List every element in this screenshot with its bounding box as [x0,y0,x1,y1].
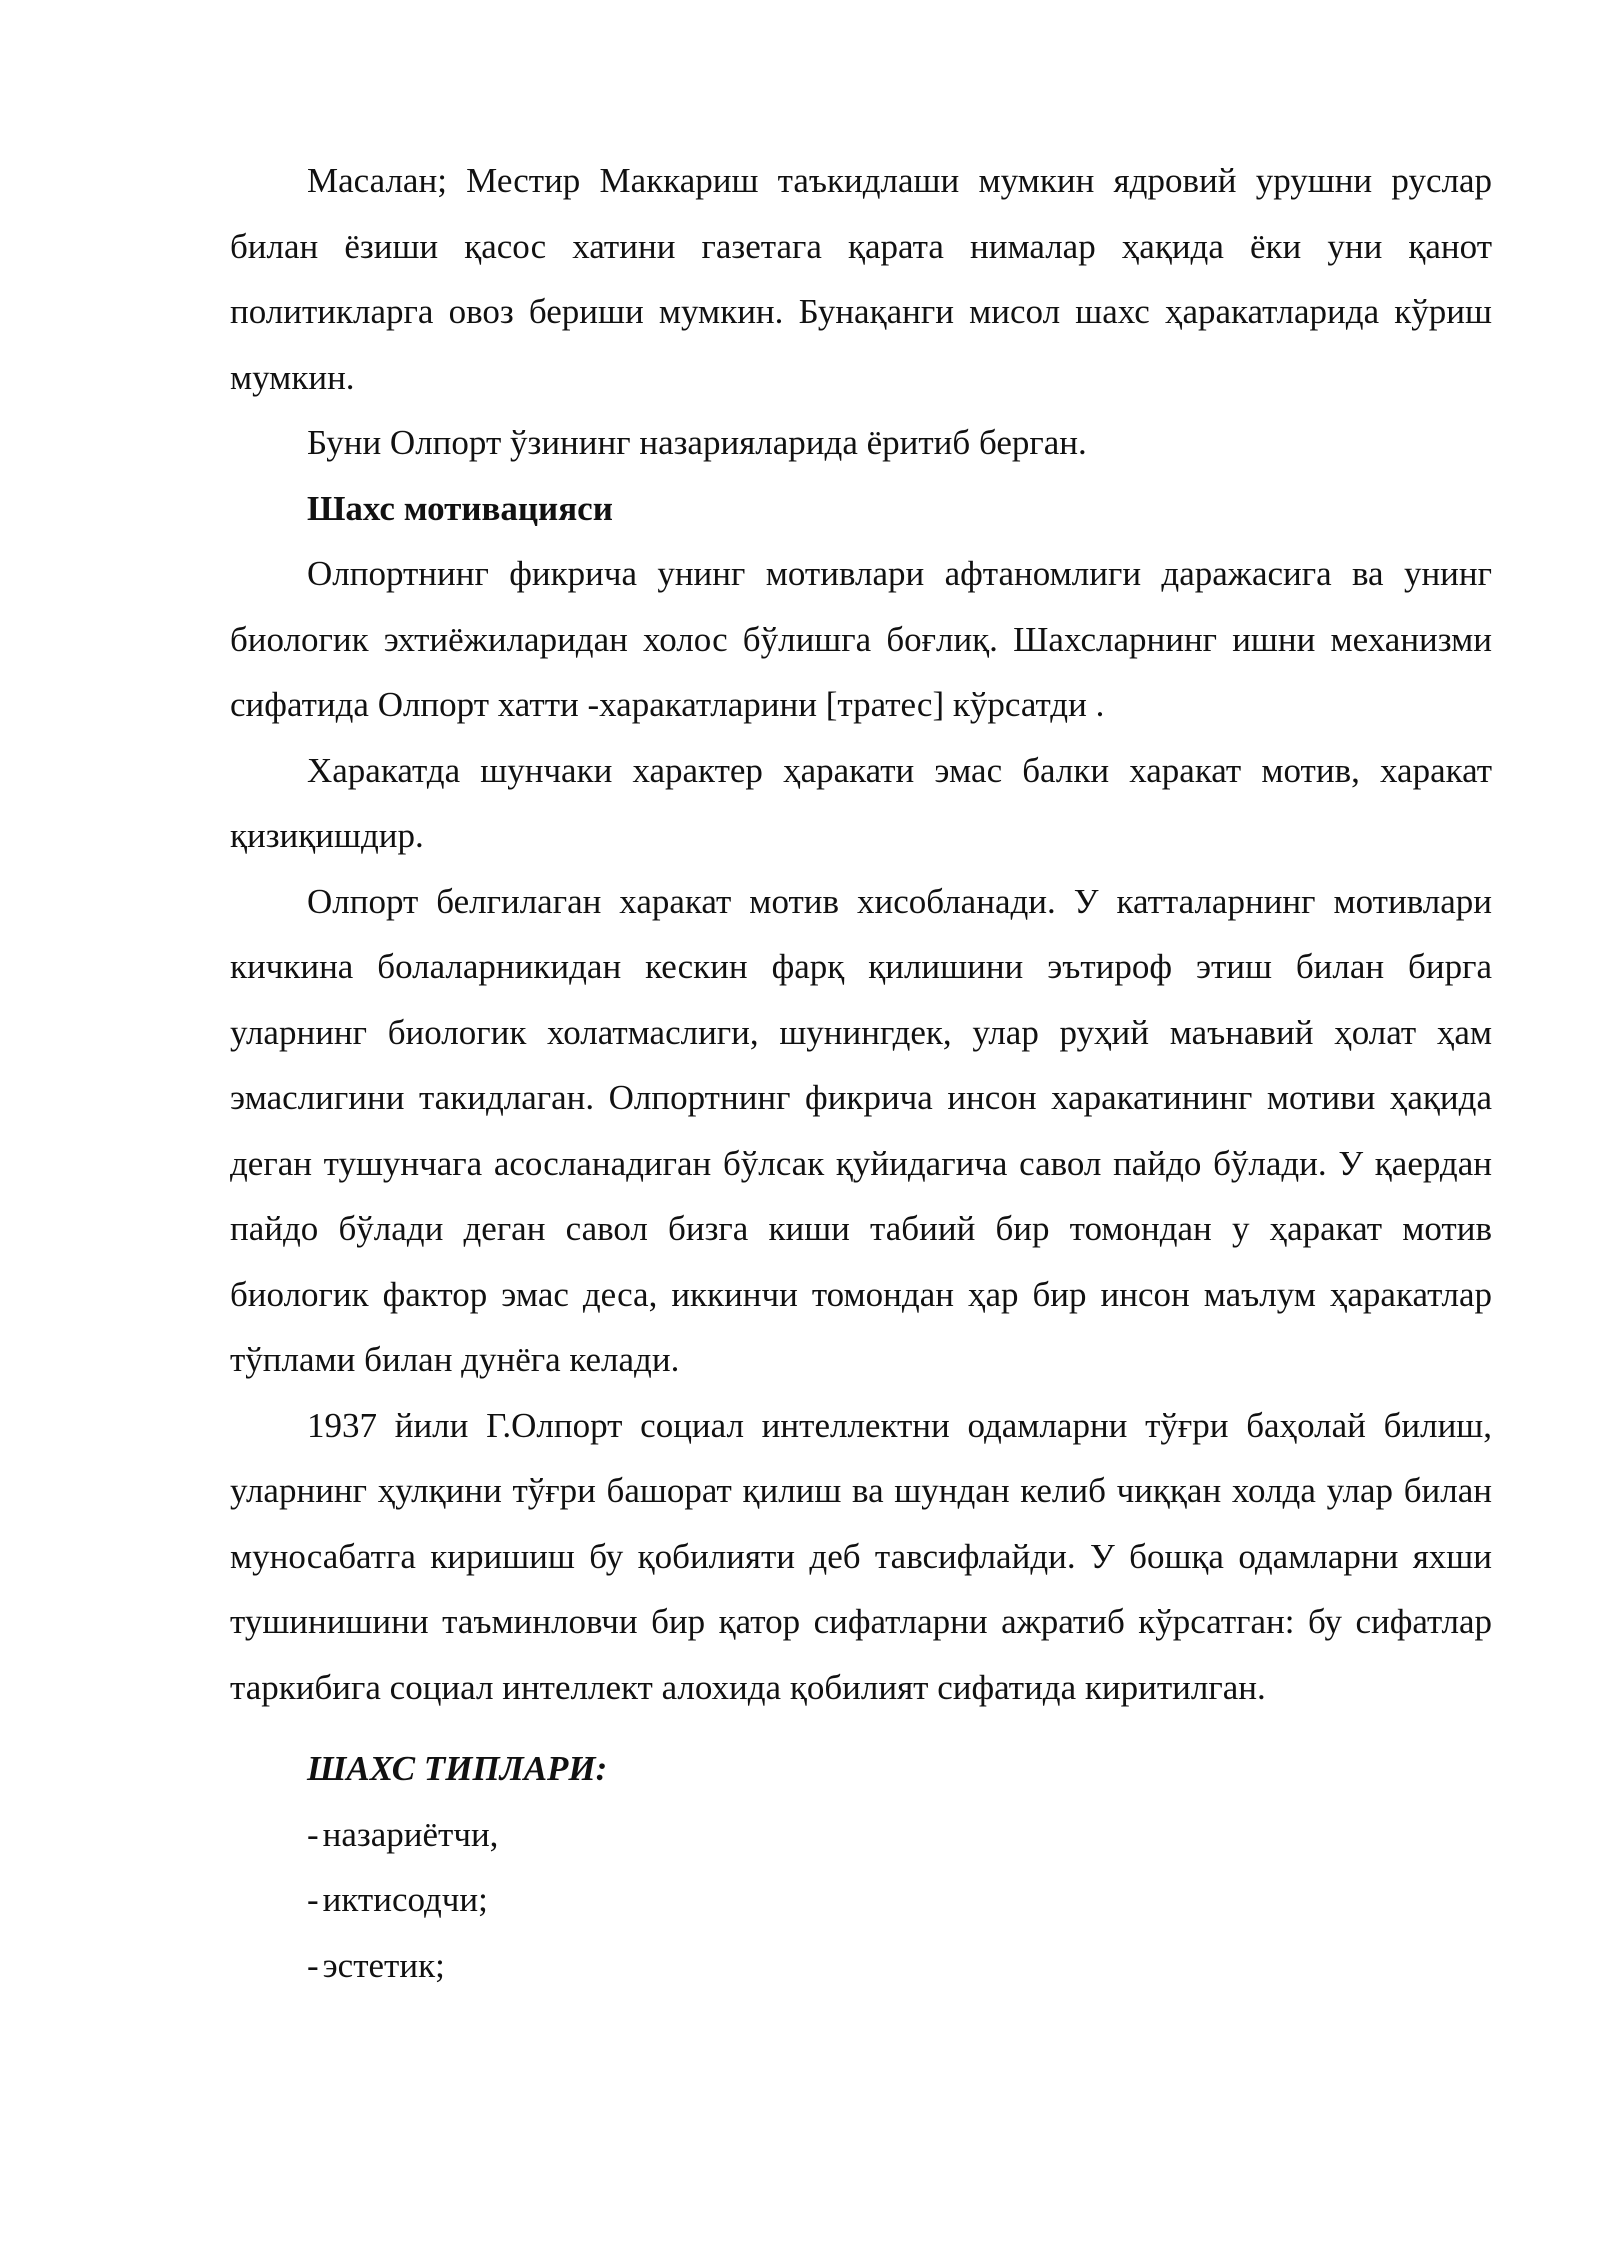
paragraph-olport-theory: Буни Олпорт ўзининг назарияларида ёритиб берган. [307,423,1087,462]
paragraph-action-interest: Харакатда шунчаки характер ҳаракати эмас балки харакат мотив, харакат қизиқишдир. [230,750,1492,855]
list-item [230,1933,1492,1999]
list-item [230,1802,1492,1868]
list-item-text: назариётчи, [322,1814,499,1854]
paragraph-motives-autonomy: Олпортнинг фикрича унинг мотивлари афтаномлиги даражасига ва унинг биологик эхтиёжиларидан холос бўлишга боғлиқ. Шахсларнинг ишни механизми сифатида Олпорт хатти -харакатларини [тратес] кўрсатди . [230,554,1492,724]
list-item [230,1867,1492,1933]
heading-personality-types: ШАХС ТИПЛАРИ: [307,1749,608,1788]
heading-personality-motivation: Шахс мотивацияси [307,488,613,528]
list-dash: - [307,1945,319,1985]
personality-types-list [230,1802,1492,1999]
list-item-text: иктисодчи; [322,1880,488,1919]
list-item-text: эстетик; [322,1945,445,1985]
paragraph-adult-motives: Олпорт белгилаган харакат мотив хисобланади. У катталарнинг мотивлари кичкина болаларникидан кескин фарқ қилишини эътироф этиш билан бирга уларнинг биологик холатмаслиги, шунингдек, улар руҳий маънавий ҳолат ҳам эмаслигини такидлаган. Олпортнинг фикрича инсон харакатининг мотиви ҳақида деган тушунчага асосланадиган бўлсак қуйидагича савол пайдо бўлади. У қаердан пайдо бўлади деган савол бизга киши табиий бир томондан у ҳаракат мотив биологик фактор эмас деса, иккинчи томондан ҳар бир инсон маълум ҳаракатлар тўплами билан дунёга келади. [230,881,1492,1379]
paragraph-makkarish-example: Масалан; Местир Маккариш таъкидлаши мумкин ядровий урушни руслар билан ёзиши қасос хатини газетага қарата нималар ҳақида ёки уни қанот политикларга овоз бериши мумкин. Бунақанги мисол шахс ҳаракатларида кўриш мумкин. [230,161,1492,397]
list-dash: - [307,1880,319,1919]
paragraph-social-intelligence: 1937 йили Г.Олпорт социал интеллектни одамларни тўғри баҳолай билиш, уларнинг ҳулқини тўғри башорат қилиш ва шундан келиб чиққан холда улар билан муносабатга киришиш бу қобилияти деб тавсифлайди. У бошқа одамларни яхши тушинишини таъминловчи бир қатор сифатларни ажратиб кўрсатган: бу сифатлар таркибига социал интеллект алохида қобилият сифатида киритилган. [230,1405,1492,1707]
document-body [230,148,1492,1998]
list-dash: - [307,1814,319,1854]
